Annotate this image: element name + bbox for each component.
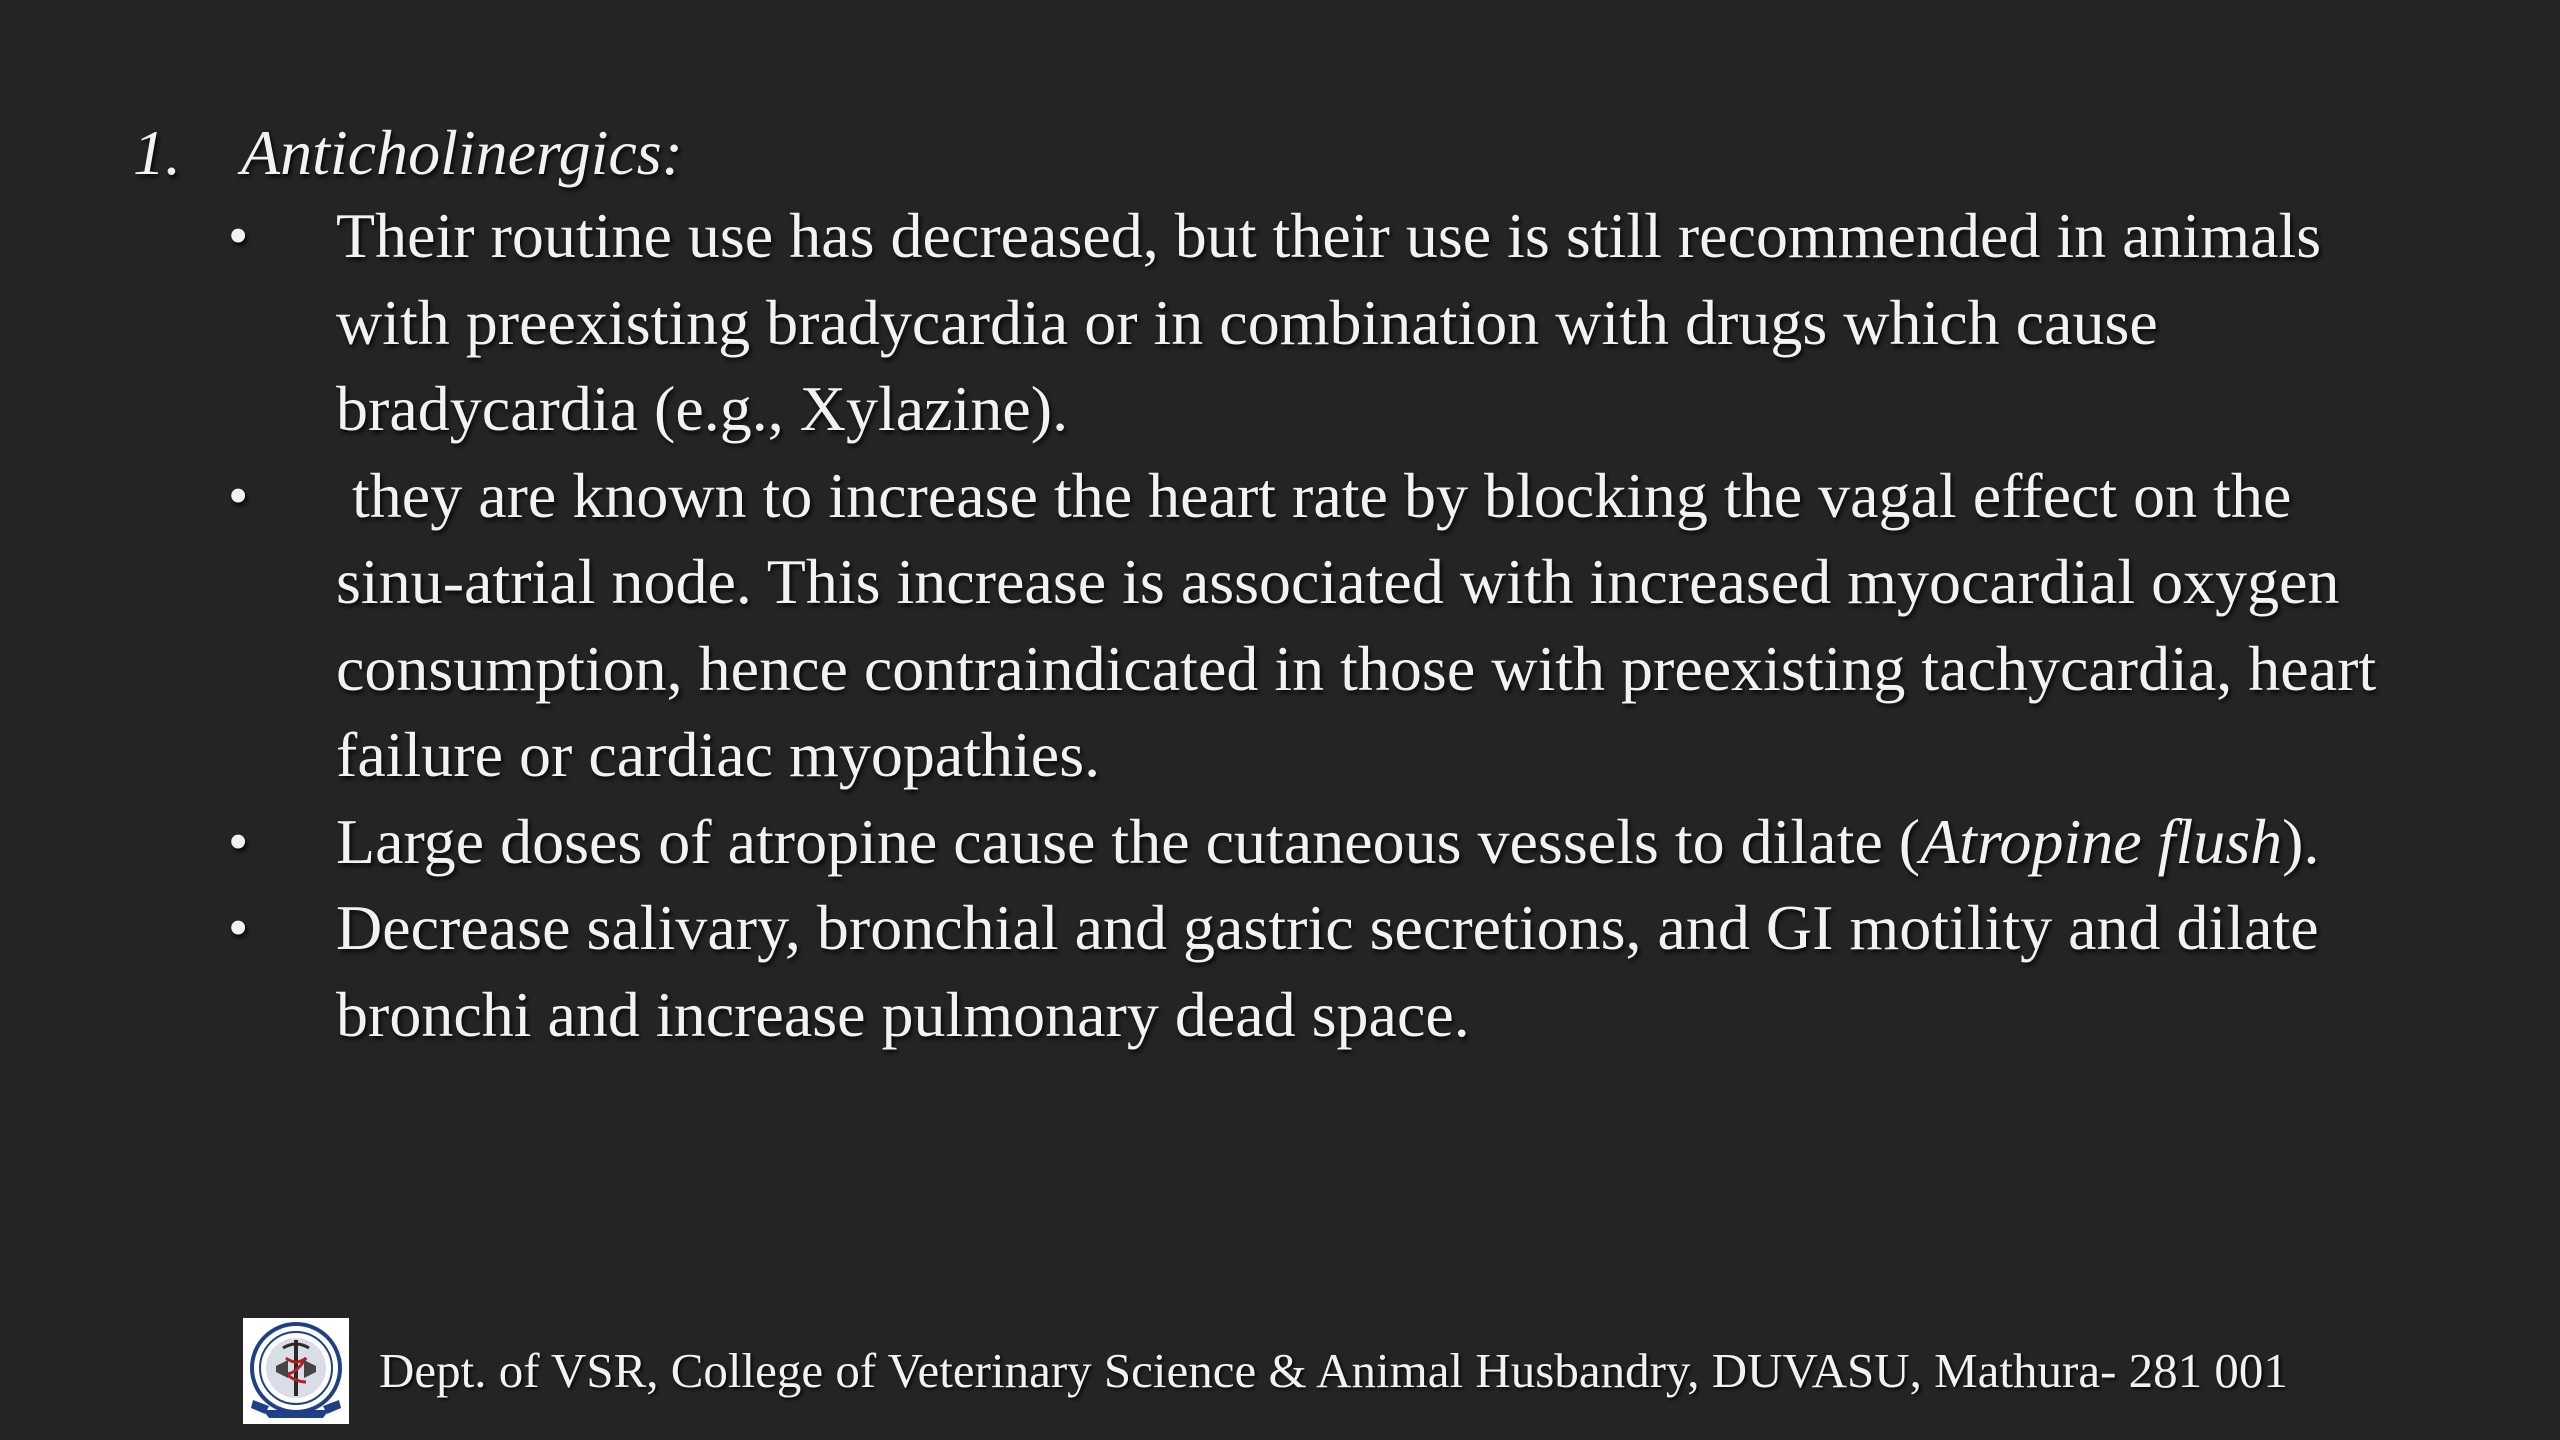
bullet-item bbox=[0, 453, 2400, 799]
bullet-text: Decrease salivary, bronchial and gastric secretions, and GI motility and dilate bronchi and increase pulmonary dead space. bbox=[336, 892, 2319, 1050]
college-seal-icon bbox=[243, 1318, 349, 1424]
bullet-list bbox=[0, 193, 2560, 1058]
bullet-text-end: ). bbox=[2282, 805, 2320, 877]
bullet-italic-term: Atropine flush bbox=[1920, 805, 2283, 877]
bullet-text: they are known to increase the heart rate by blocking the vagal effect on the sinu-atrial node. This increase is associated with increased myocardial oxygen consumption, hence contraindicated in those with preexisting tachycardia, heart failure or cardiac myopathies. bbox=[336, 459, 2393, 790]
bullet-icon: • bbox=[228, 895, 249, 960]
heading-title: Anticholinergics: bbox=[241, 117, 683, 188]
bullet-item bbox=[0, 799, 2400, 886]
bullet-text: Large doses of atropine cause the cutaneous vessels to dilate ( bbox=[336, 805, 1921, 877]
bullet-item bbox=[0, 193, 2400, 453]
footer-text: Dept. of VSR, College of Veterinary Science & Animal Husbandry, DUVASU, Mathura- 281 001 bbox=[379, 1343, 2288, 1398]
bullet-icon: • bbox=[228, 808, 249, 874]
bullet-icon: • bbox=[228, 462, 249, 528]
footer bbox=[243, 1318, 2423, 1424]
bullet-item bbox=[0, 885, 2400, 1058]
bullet-icon: • bbox=[228, 203, 249, 268]
bullet-text: Their routine use has decreased, but their use is still recommended in animals with preexisting bradycardia or in combination with drugs which cause bradycardia (e.g., Xylazine). bbox=[336, 200, 2322, 444]
section-heading bbox=[133, 110, 683, 196]
heading-number: 1. bbox=[133, 117, 181, 188]
